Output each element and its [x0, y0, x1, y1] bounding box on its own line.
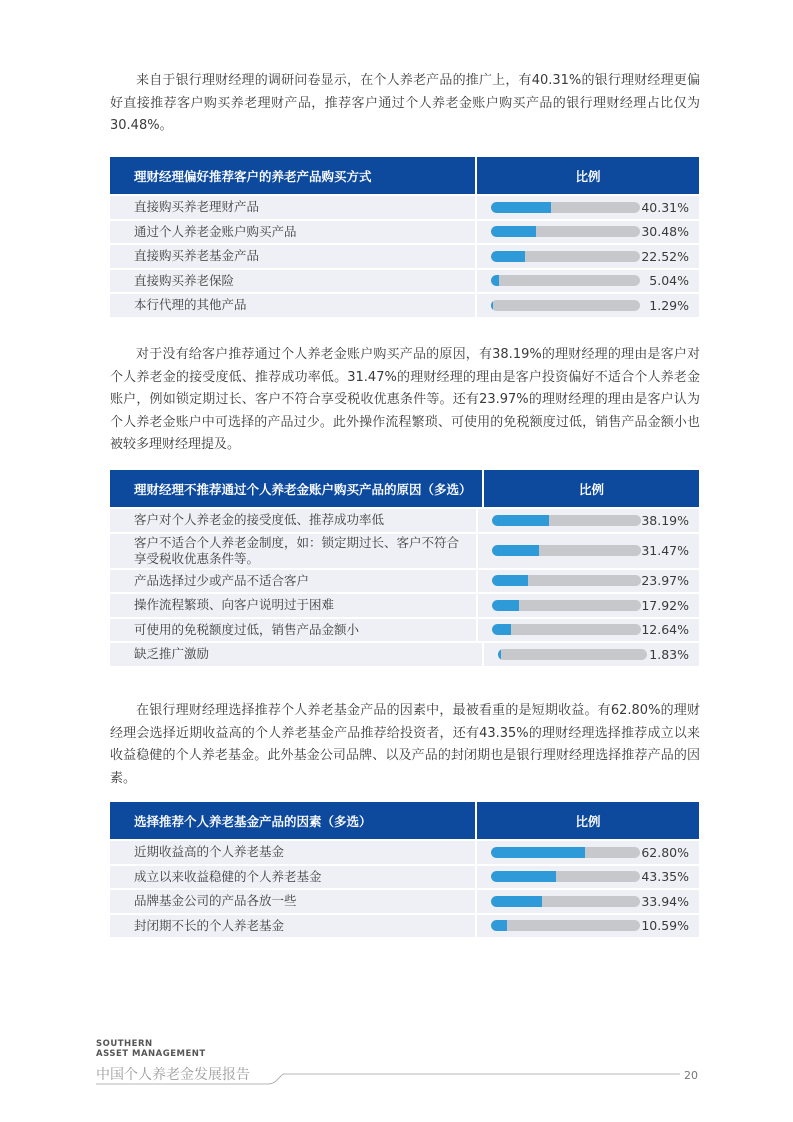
- brand-logo-text: [96, 1039, 206, 1059]
- row-value-cell: [477, 294, 699, 317]
- table-header-value: 比例: [575, 813, 601, 829]
- table-row: [110, 913, 699, 938]
- row-value-cell: [478, 594, 699, 617]
- row-value-cell: [478, 509, 699, 532]
- row-label: 产品选择过少或产品不适合客户: [110, 570, 478, 593]
- row-value-cell: [477, 866, 699, 889]
- table-body: [110, 194, 699, 317]
- table-row: [110, 292, 699, 317]
- table-row: [110, 268, 699, 293]
- row-label: 品牌基金公司的产品各放一些: [110, 890, 477, 913]
- percent-value: 62.80%: [641, 844, 689, 860]
- brand-line-1: SOUTHERN: [96, 1039, 153, 1049]
- row-label: 直接购买养老基金产品: [110, 245, 477, 268]
- progress-bar-track: [491, 202, 640, 213]
- row-value-cell: [477, 915, 699, 938]
- row-value-cell: [478, 534, 699, 568]
- row-label: 客户不适合个人养老金制度，如：锁定期过长、客户不符合享受税收优惠条件等。: [110, 534, 478, 568]
- percent-value: 17.92%: [641, 597, 689, 613]
- table-row: [110, 507, 699, 532]
- table-header-label: 理财经理不推荐通过个人养老金账户购买产品的原因（多选）: [110, 470, 484, 507]
- table-row: [110, 243, 699, 268]
- percent-value: 10.59%: [641, 918, 689, 934]
- progress-bar-fill: [492, 600, 519, 611]
- row-label: 通过个人养老金账户购买产品: [110, 221, 477, 244]
- table-row: [110, 219, 699, 244]
- progress-bar-track: [491, 896, 640, 907]
- percent-value: 1.83%: [649, 646, 689, 662]
- table-row: [110, 532, 699, 568]
- progress-bar-track: [492, 600, 641, 611]
- progress-bar-track: [491, 226, 640, 237]
- row-value-cell: [477, 245, 699, 268]
- row-value-cell: [477, 196, 699, 219]
- paragraph-3: 在银行理财经理选择推荐个人养老基金产品的因素中，最被看重的是短期收益。有62.80%的理财经理会选择近期收益高的个人养老基金产品推荐给投资者，还有43.35%的理财经理选择推荐成立以来收益稳健的个人养老基金。此外基金公司品牌、以及产品的封闭期也是银行理财经理选择推荐产品的因素。: [110, 703, 700, 786]
- progress-bar-track: [492, 624, 641, 635]
- row-label: 直接购买养老理财产品: [110, 196, 477, 219]
- progress-bar-fill: [491, 300, 493, 311]
- percent-value: 1.29%: [649, 297, 689, 313]
- progress-bar-track: [491, 847, 640, 858]
- table-header: [110, 470, 699, 507]
- row-label: 可使用的免税额度过低，销售产品金额小: [110, 619, 478, 642]
- progress-bar-track: [498, 649, 647, 660]
- percent-value: 43.35%: [641, 869, 689, 885]
- progress-bar-fill: [492, 515, 549, 526]
- table-row: [110, 592, 699, 617]
- row-label: 封闭期不长的个人养老基金: [110, 915, 477, 938]
- table-row: [110, 839, 699, 864]
- percent-value: 30.48%: [641, 224, 689, 240]
- progress-bar-fill: [491, 202, 551, 213]
- row-label: 近期收益高的个人养老基金: [110, 841, 477, 864]
- progress-bar-fill: [491, 847, 585, 858]
- row-value-cell: [477, 841, 699, 864]
- table-header-label: 理财经理偏好推荐客户的养老产品购买方式: [110, 157, 477, 194]
- percent-value: 40.31%: [641, 199, 689, 215]
- table-header-value: 比例: [575, 168, 601, 184]
- table-row: [110, 641, 699, 666]
- table-row: [110, 568, 699, 593]
- row-label: 直接购买养老保险: [110, 270, 477, 293]
- table-body: [110, 839, 699, 937]
- progress-bar-fill: [498, 649, 501, 660]
- table-row: [110, 617, 699, 642]
- row-label: 客户对个人养老金的接受度低、推荐成功率低: [110, 509, 478, 532]
- row-value-cell: [478, 619, 699, 642]
- row-value-cell: [477, 270, 699, 293]
- percent-value: 33.94%: [641, 893, 689, 909]
- table-body: [110, 507, 699, 666]
- table-header: [110, 157, 699, 194]
- row-label: 缺乏推广激励: [110, 643, 484, 666]
- row-value-cell: [484, 643, 699, 666]
- row-value-cell: [477, 221, 699, 244]
- percent-value: 23.97%: [641, 573, 689, 589]
- progress-bar-track: [491, 920, 640, 931]
- progress-bar-track: [491, 275, 640, 286]
- paragraph-1: 来自于银行理财经理的调研问卷显示，在个人养老产品的推广上，有40.31%的银行理财经理更偏好直接推荐客户购买养老理财产品，推荐客户通过个人养老金账户购买产品的银行理财经理占比仅为30.48%。: [110, 73, 700, 133]
- progress-bar-track: [492, 545, 641, 556]
- progress-bar-track: [492, 575, 641, 586]
- table-not-recommend-reasons: [110, 470, 699, 666]
- table-header: [110, 802, 699, 839]
- progress-bar-fill: [492, 624, 511, 635]
- progress-bar-fill: [492, 575, 528, 586]
- report-title: 中国个人养老金发展报告: [96, 1067, 250, 1083]
- table-fund-selection-factors: [110, 802, 699, 937]
- table-row: [110, 194, 699, 219]
- table-purchase-methods: [110, 157, 699, 317]
- percent-value: 5.04%: [649, 273, 689, 289]
- table-header-label: 选择推荐个人养老基金产品的因素（多选）: [110, 802, 477, 839]
- progress-bar-fill: [491, 896, 542, 907]
- progress-bar-fill: [491, 275, 499, 286]
- percent-value: 22.52%: [641, 248, 689, 264]
- progress-bar-fill: [491, 251, 525, 262]
- progress-bar-fill: [491, 920, 507, 931]
- progress-bar-fill: [491, 871, 556, 882]
- page-number: 20: [684, 1069, 698, 1082]
- percent-value: 38.19%: [641, 512, 689, 528]
- percent-value: 31.47%: [641, 543, 689, 558]
- paragraph-2: 对于没有给客户推荐通过个人养老金账户购买产品的原因，有38.19%的理财经理的理由是客户对个人养老金的接受度低、推荐成功率低。31.47%的理财经理的理由是客户投资偏好不适合个人养老金账户，例如锁定期过长、客户不符合享受税收优惠条件等。还有23.97%的理财经理的理由是客户认为个人养老金账户中可选择的产品过少。此外操作流程繁琐、可使用的免税额度过低，销售产品金额小也被较多理财经理提及。: [110, 347, 700, 452]
- progress-bar-track: [492, 515, 641, 526]
- row-label: 成立以来收益稳健的个人养老基金: [110, 866, 477, 889]
- progress-bar-fill: [491, 226, 536, 237]
- progress-bar-track: [491, 871, 640, 882]
- table-header-value: 比例: [578, 481, 604, 497]
- table-row: [110, 888, 699, 913]
- row-label: 操作流程繁琐、向客户说明过于困难: [110, 594, 478, 617]
- progress-bar-fill: [492, 545, 539, 556]
- row-label: 本行代理的其他产品: [110, 294, 477, 317]
- percent-value: 12.64%: [641, 622, 689, 638]
- row-value-cell: [477, 890, 699, 913]
- table-row: [110, 864, 699, 889]
- row-value-cell: [478, 570, 699, 593]
- progress-bar-track: [491, 251, 640, 262]
- brand-line-2: ASSET MANAGEMENT: [96, 1049, 206, 1059]
- progress-bar-track: [491, 300, 640, 311]
